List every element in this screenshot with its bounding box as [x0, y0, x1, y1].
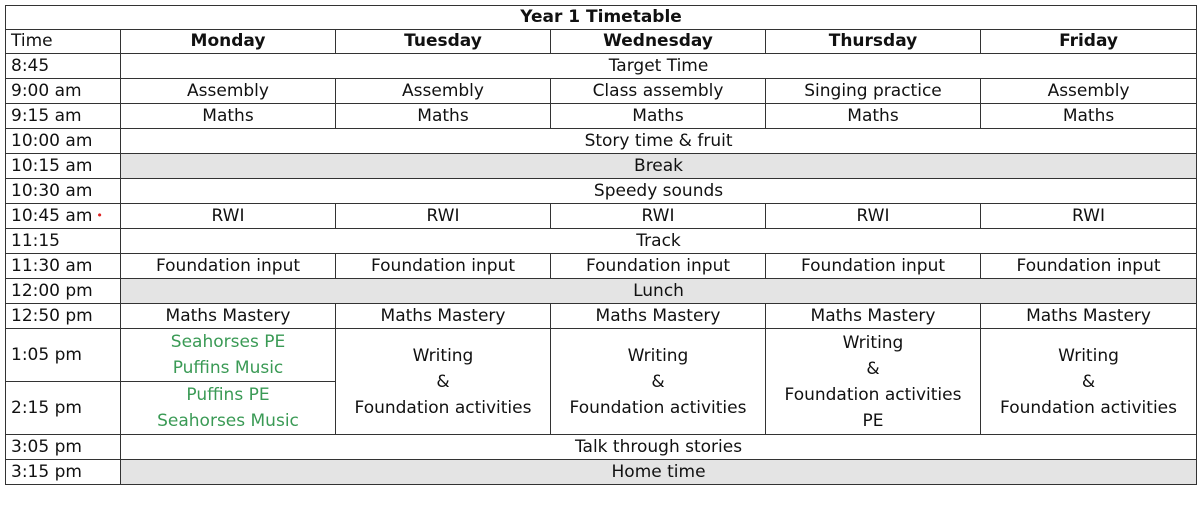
cell-thursday: Maths Mastery	[766, 304, 981, 329]
cell-friday: Foundation input	[981, 254, 1197, 279]
cell-line: Foundation activities	[784, 384, 962, 405]
time-label: 10:45 am	[11, 206, 93, 226]
cell-monday: Assembly	[121, 79, 336, 104]
time-cell: 10:00 am	[6, 129, 121, 154]
cell-line: Foundation activities	[569, 397, 747, 418]
header-time: Time	[6, 30, 121, 54]
cell-monday: Maths	[121, 104, 336, 129]
cell-line: Foundation activities	[354, 397, 532, 418]
cell-line: &	[651, 371, 665, 392]
red-dot-marker: •	[96, 209, 103, 222]
time-cell: 9:15 am	[6, 104, 121, 129]
cell-wednesday-afternoon	[551, 329, 766, 435]
cell-friday: Maths Mastery	[981, 304, 1197, 329]
time-cell: 12:50 pm	[6, 304, 121, 329]
cell-monday-afternoon-1	[121, 329, 336, 382]
cell-line: Seahorses PE	[170, 332, 286, 352]
time-cell: 10:15 am	[6, 154, 121, 179]
table-row	[6, 435, 1197, 460]
cell-thursday: Foundation input	[766, 254, 981, 279]
cell-line: &	[866, 358, 880, 379]
cell-tuesday: Assembly	[336, 79, 551, 104]
cell-wednesday: Maths Mastery	[551, 304, 766, 329]
header-thursday: Thursday	[766, 30, 981, 54]
cell-line: Writing	[627, 345, 689, 366]
cell-tuesday: Maths Mastery	[336, 304, 551, 329]
span-cell: Target Time	[121, 54, 1197, 79]
cell-thursday: RWI	[766, 204, 981, 229]
span-cell-lunch: Lunch	[121, 279, 1197, 304]
table-row	[6, 254, 1197, 279]
cell-line: Puffins PE	[186, 385, 270, 405]
cell-wednesday: Maths	[551, 104, 766, 129]
cell-wednesday: RWI	[551, 204, 766, 229]
cell-line: Puffins Music	[172, 358, 284, 378]
table-row	[6, 179, 1197, 204]
table-row	[6, 79, 1197, 104]
span-cell: Track	[121, 229, 1197, 254]
cell-tuesday-afternoon	[336, 329, 551, 435]
table-row	[6, 204, 1197, 229]
time-cell: 8:45	[6, 54, 121, 79]
cell-line: &	[1081, 371, 1096, 392]
cell-wednesday: Foundation input	[551, 254, 766, 279]
span-cell: Speedy sounds	[121, 179, 1197, 204]
cell-monday-afternoon-2	[121, 382, 336, 435]
span-cell: Talk through stories	[121, 435, 1197, 460]
table-row	[6, 129, 1197, 154]
time-cell: 9:00 am	[6, 79, 121, 104]
cell-line: PE	[862, 410, 884, 431]
cell-friday: RWI	[981, 204, 1197, 229]
time-cell: 2:15 pm	[6, 382, 121, 435]
time-cell: 11:15	[6, 229, 121, 254]
table-row	[6, 279, 1197, 304]
time-cell: 11:30 am	[6, 254, 121, 279]
cell-thursday: Singing practice	[766, 79, 981, 104]
cell-friday-afternoon	[981, 329, 1197, 435]
timetable	[5, 5, 1197, 485]
cell-monday: RWI	[121, 204, 336, 229]
table-title: Year 1 Timetable	[6, 6, 1197, 30]
cell-line: Writing	[842, 332, 904, 353]
cell-wednesday: Class assembly	[551, 79, 766, 104]
cell-line: Writing	[1058, 345, 1119, 366]
cell-thursday: Maths	[766, 104, 981, 129]
span-cell-home-time: Home time	[121, 460, 1197, 485]
cell-tuesday: Foundation input	[336, 254, 551, 279]
cell-friday: Maths	[981, 104, 1197, 129]
cell-friday: Assembly	[981, 79, 1197, 104]
header-tuesday: Tuesday	[336, 30, 551, 54]
header-monday: Monday	[121, 30, 336, 54]
header-wednesday: Wednesday	[551, 30, 766, 54]
table-row	[6, 329, 1197, 382]
table-row	[6, 304, 1197, 329]
time-cell	[6, 204, 121, 229]
time-cell: 3:05 pm	[6, 435, 121, 460]
cell-line: Writing	[412, 345, 474, 366]
header-friday: Friday	[981, 30, 1197, 54]
time-cell: 3:15 pm	[6, 460, 121, 485]
header-row	[6, 30, 1197, 54]
time-cell: 10:30 am	[6, 179, 121, 204]
table-row	[6, 54, 1197, 79]
cell-monday: Foundation input	[121, 254, 336, 279]
table-row	[6, 460, 1197, 485]
cell-monday: Maths Mastery	[121, 304, 336, 329]
cell-tuesday: RWI	[336, 204, 551, 229]
span-cell: Story time & fruit	[121, 129, 1197, 154]
span-cell-break: Break	[121, 154, 1197, 179]
table-row	[6, 104, 1197, 129]
time-cell: 12:00 pm	[6, 279, 121, 304]
cell-line: Seahorses Music	[157, 411, 299, 431]
cell-line: Foundation activities	[1000, 397, 1177, 418]
table-row	[6, 229, 1197, 254]
time-cell: 1:05 pm	[6, 329, 121, 382]
table-row	[6, 154, 1197, 179]
cell-tuesday: Maths	[336, 104, 551, 129]
title-row	[6, 6, 1197, 30]
cell-line: &	[436, 371, 450, 392]
cell-thursday-afternoon	[766, 329, 981, 435]
